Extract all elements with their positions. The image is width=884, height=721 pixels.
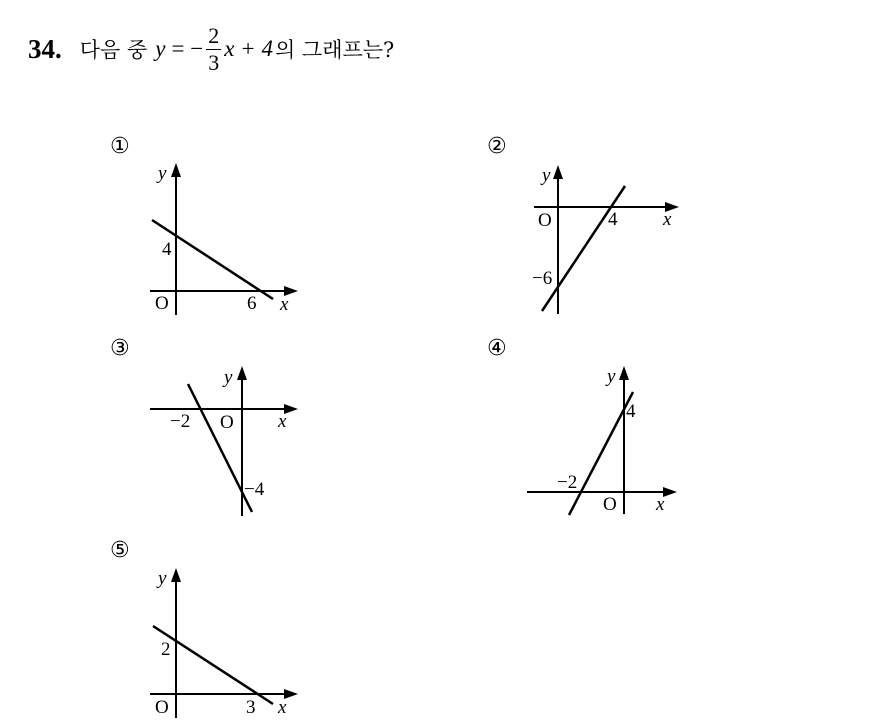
x-axis-label: x [656, 494, 665, 515]
option-1-graph[interactable] [140, 155, 310, 330]
x-intercept-label: 3 [246, 697, 256, 718]
x-axis-label: x [663, 209, 672, 230]
origin-label: O [538, 210, 552, 231]
origin-label: O [155, 293, 169, 314]
fraction-numerator: 2 [208, 22, 220, 48]
question-prefix: 다음 중 [79, 38, 148, 62]
question-suffix: 의 그래프는? [274, 38, 395, 62]
equation-sign: = − [171, 36, 204, 61]
question-text [80, 23, 395, 76]
equation-fraction [206, 23, 221, 76]
x-axis-label: x [280, 294, 289, 315]
origin-label: O [155, 697, 169, 718]
equation-rest: x + 4 [224, 36, 273, 61]
option-2-marker[interactable]: ② [487, 134, 507, 159]
option-3-graph[interactable] [148, 362, 308, 522]
option-5-marker[interactable]: ⑤ [110, 538, 130, 563]
x-intercept-label: −2 [170, 411, 191, 432]
option-3-marker[interactable]: ③ [110, 336, 130, 361]
option-4-marker[interactable]: ④ [487, 336, 507, 361]
y-intercept-label: −6 [532, 268, 553, 289]
x-intercept-label: 4 [608, 209, 618, 230]
y-intercept-label: 4 [162, 239, 172, 260]
y-axis-label: y [224, 367, 233, 388]
x-intercept-label: −2 [557, 472, 578, 493]
y-axis-label: y [158, 163, 167, 184]
equation-lhs: y [155, 36, 166, 61]
y-axis-label: y [542, 165, 551, 186]
x-axis-label: x [278, 411, 287, 432]
option-2-graph[interactable] [526, 158, 696, 318]
y-axis-label: y [158, 568, 167, 589]
y-axis-label: y [607, 366, 616, 387]
question-number: 34. [28, 33, 62, 64]
y-intercept-label: −4 [244, 479, 265, 500]
origin-label: O [220, 412, 234, 433]
fraction-denominator: 3 [208, 49, 220, 75]
option-5-graph[interactable] [140, 560, 310, 720]
origin-label: O [603, 494, 617, 515]
x-axis-label: x [278, 697, 287, 718]
option-4-graph[interactable] [527, 362, 687, 522]
option-1-marker[interactable]: ① [110, 134, 130, 159]
y-intercept-label: 4 [626, 401, 636, 422]
x-intercept-label: 6 [247, 293, 257, 314]
question-header [28, 14, 394, 84]
y-intercept-label: 2 [161, 639, 171, 660]
